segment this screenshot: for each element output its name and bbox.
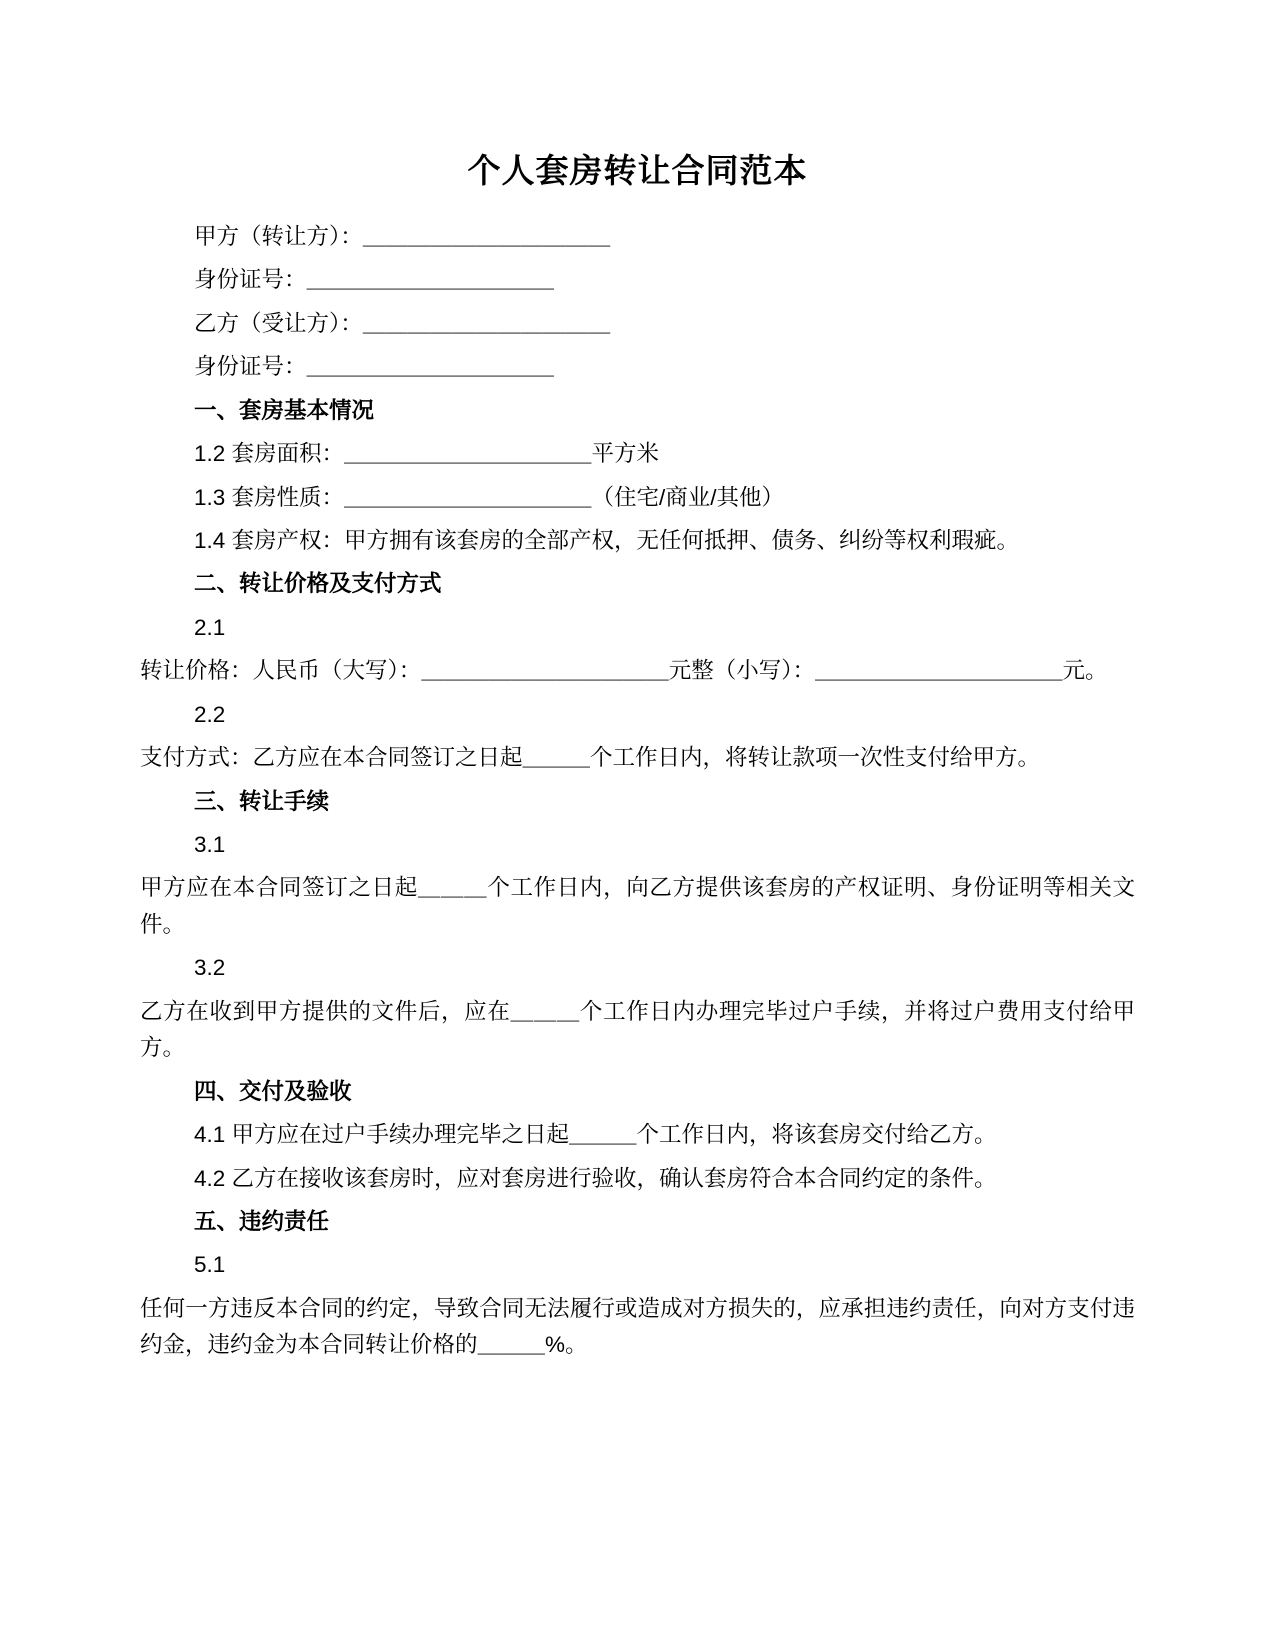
clause-3-2-number: 3.2 xyxy=(194,955,226,981)
clause-3-2-text: 乙方在收到甲方提供的文件后，应在＿＿＿个工作日内办理完毕过户手续，并将过户费用支付给甲方。 xyxy=(140,998,1135,1061)
clause-1-3: 1.3 套房性质：＿＿＿＿＿＿＿＿＿＿＿（住宅/商业/其他） xyxy=(194,484,785,510)
party-line-transferor-id: 身份证号：＿＿＿＿＿＿＿＿＿＿＿ xyxy=(194,267,555,293)
party-line-transferee-id: 身份证号：＿＿＿＿＿＿＿＿＿＿＿ xyxy=(194,354,555,380)
section-delivery-acceptance xyxy=(140,1074,1135,1197)
clause-4-2: 4.2 乙方在接收该套房时，应对套房进行验收，确认套房符合本合同约定的条件。 xyxy=(194,1165,997,1191)
clause-2-2-number: 2.2 xyxy=(194,701,226,727)
clause-5-1-text: 任何一方违反本合同的约定，导致合同无法履行或造成对方损失的，应承担违约责任，向对方支付违约金，违约金为本合同转让价格的＿＿＿%。 xyxy=(140,1295,1135,1358)
clause-3-1-text: 甲方应在本合同签订之日起＿＿＿个工作日内，向乙方提供该套房的产权证明、身份证明等相关文件。 xyxy=(140,875,1135,937)
clause-2-1-number: 2.1 xyxy=(194,614,226,640)
clause-2-1-text: 转让价格：人民币（大写）：＿＿＿＿＿＿＿＿＿＿＿元整（小写）：＿＿＿＿＿＿＿＿＿＿＿元。 xyxy=(140,658,1108,684)
section-transfer-procedure xyxy=(140,784,1135,1067)
page-title: 个人套房转让合同范本 xyxy=(467,152,808,189)
clause-5-1-number: 5.1 xyxy=(194,1252,226,1278)
section-heading: 二、转让价格及支付方式 xyxy=(194,571,442,597)
party-line-transferor: 甲方（转让方）：＿＿＿＿＿＿＿＿＿＿＿ xyxy=(194,223,611,249)
section-heading: 五、违约责任 xyxy=(194,1208,330,1234)
clause-1-4: 1.4 套房产权：甲方拥有该套房的全部产权，无任何抵押、债务、纠纷等权利瑕疵。 xyxy=(194,527,1020,553)
section-heading: 一、套房基本情况 xyxy=(194,397,375,423)
clause-1-2: 1.2 套房面积：＿＿＿＿＿＿＿＿＿＿＿平方米 xyxy=(194,441,660,467)
section-price-payment xyxy=(140,566,1135,776)
section-heading: 四、交付及验收 xyxy=(194,1078,352,1104)
clause-3-1-number: 3.1 xyxy=(194,832,226,858)
party-block xyxy=(140,219,1135,386)
party-line-transferee: 乙方（受让方）：＿＿＿＿＿＿＿＿＿＿＿ xyxy=(194,310,611,336)
section-breach-liability xyxy=(140,1204,1135,1364)
clause-4-1: 4.1 甲方应在过户手续办理完毕之日起＿＿＿个工作日内，将该套房交付给乙方。 xyxy=(194,1122,997,1148)
section-basic-info xyxy=(140,393,1135,560)
clause-2-2-text: 支付方式：乙方应在本合同签订之日起＿＿＿个工作日内，将转让款项一次性支付给甲方。 xyxy=(140,745,1041,771)
section-heading: 三、转让手续 xyxy=(194,788,330,814)
